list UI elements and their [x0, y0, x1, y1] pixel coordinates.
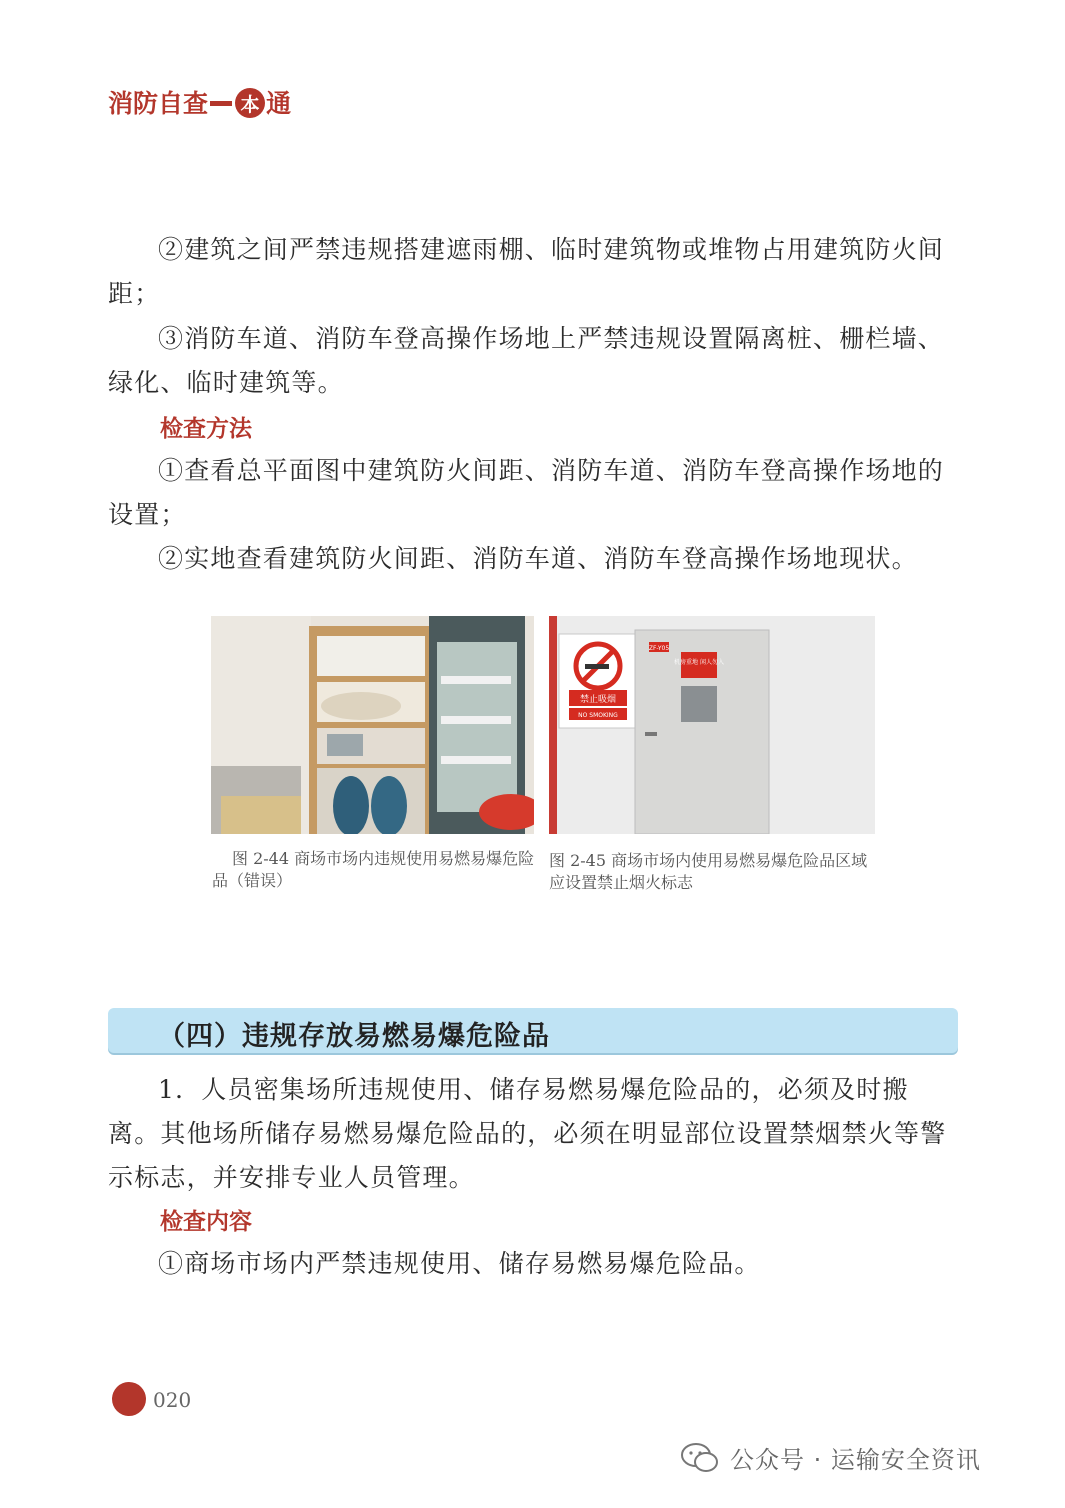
title-dash — [210, 101, 232, 106]
door-illustration — [549, 616, 875, 834]
door-sign-text: 机房重地 闲人勿入 — [674, 659, 724, 666]
page-number-dot — [112, 1382, 146, 1416]
content-heading: 检查内容 — [160, 1209, 252, 1235]
title-char: 消 — [108, 88, 134, 118]
sign-text-en: NO SMOKING — [578, 712, 618, 719]
paragraph: ②实地查看建筑防火间距、消防车道、消防车登高操作场地现状。 — [158, 544, 918, 573]
title-char: 防 — [133, 88, 159, 118]
paragraph: ②建筑之间严禁违规搭建遮雨棚、临时建筑物或堆物占用建筑防火间距； — [108, 235, 945, 308]
title-char-bubble: 本 — [235, 88, 265, 118]
wechat-icon — [680, 1442, 720, 1474]
section-header-bar — [108, 1008, 958, 1053]
figure-photo-storage — [211, 616, 534, 834]
paragraph: ③消防车道、消防车登高操作场地上严禁违规设置隔离桩、栅栏墙、绿化、临时建筑等。 — [108, 324, 945, 397]
paragraph: ①查看总平面图中建筑防火间距、消防车道、消防车登高操作场地的设置； — [108, 456, 945, 529]
door-code: ZF-Y05 — [648, 645, 670, 652]
paragraph: 1．人员密集场所违规使用、储存易燃易爆危险品的，必须及时搬离。其他场所储存易燃易爆危险品的，必须在明显部位设置禁烟禁火等警示标志，并安排专业人员管理。 — [108, 1075, 947, 1192]
title-char: 通 — [266, 88, 292, 118]
section-title: （四）违规存放易燃易爆危险品 — [158, 1021, 550, 1052]
paragraph: ①商场市场内严禁违规使用、储存易燃易爆危险品。 — [158, 1249, 761, 1278]
storage-room-illustration — [211, 616, 534, 834]
title-char: 查 — [183, 88, 209, 118]
page-number: 020 — [153, 1388, 192, 1412]
watermark-text: 公众号 · 运输安全资讯 — [730, 1446, 981, 1474]
watermark — [680, 1440, 981, 1475]
book-title — [108, 88, 291, 118]
figure-caption: 图 2-44 商场市场内违规使用易燃易爆危险品（错误） — [212, 849, 535, 890]
method-heading: 检查方法 — [160, 416, 252, 442]
figure-photo-door — [549, 616, 875, 834]
title-char: 自 — [158, 88, 184, 118]
sign-text-cn: 禁止吸烟 — [579, 695, 617, 705]
figure-caption: 图 2-45 商场市场内使用易燃易爆危险品区域应设置禁止烟火标志 — [549, 851, 868, 892]
